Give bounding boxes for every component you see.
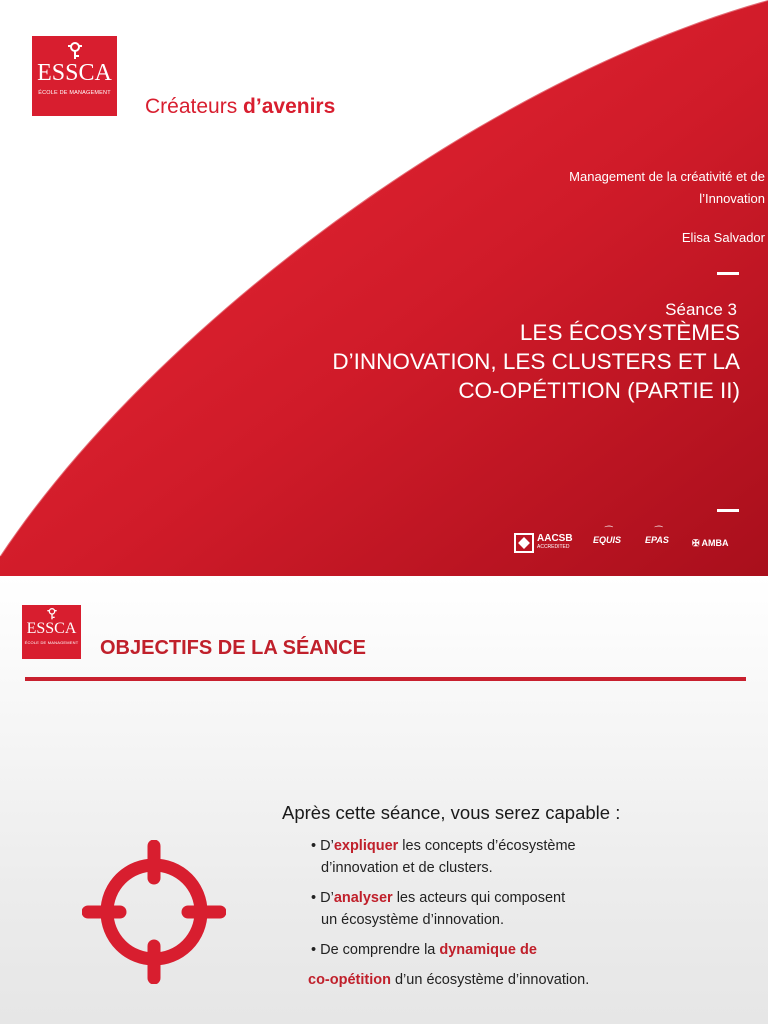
divider-dash <box>717 509 739 512</box>
crosshair-target-icon <box>82 840 226 984</box>
amba-accreditation <box>692 527 729 559</box>
equis-accreditation <box>593 527 621 559</box>
equis-label: EQUIS <box>593 535 622 545</box>
bullet-text-line2: un écosystème d’innovation. <box>321 912 504 928</box>
key-crest-icon <box>65 42 85 60</box>
bullet-keyword: expliquer <box>333 838 399 854</box>
objective-item <box>308 939 731 991</box>
course-line-2: l’Innovation <box>699 191 765 206</box>
divider-dash <box>717 272 739 275</box>
title-line-1: LES ÉCOSYSTÈMES <box>519 320 740 345</box>
tagline <box>145 95 335 119</box>
essca-logo <box>32 36 117 116</box>
bullet-text-line2: d’un écosystème d’innovation. <box>390 972 590 988</box>
objectives-heading: OBJECTIFS DE LA SÉANCE <box>100 637 366 659</box>
course-line-1: Management de la créativité et de <box>569 169 765 184</box>
swoosh-icon: ⁀ <box>603 526 611 536</box>
bullet-text-line2: d’innovation et de clusters. <box>321 860 493 876</box>
bullet-prefix: • D’ <box>311 838 334 854</box>
objective-item <box>311 835 731 879</box>
aacsb-label: AACSB <box>537 533 573 544</box>
bullet-keyword: analyser <box>333 890 393 906</box>
logo-wordmark: ESSCA <box>37 60 112 86</box>
aacsb-diamond-icon <box>514 533 534 553</box>
title-line-3: CO-OPÉTITION (PARTIE II) <box>458 378 740 403</box>
amba-crest-icon: ✠ <box>692 537 700 548</box>
epas-label: EPAS <box>645 535 669 545</box>
objectives-intro: Après cette séance, vous serez capable : <box>282 802 621 823</box>
tagline-bold: d’avenirs <box>243 95 336 118</box>
session-number: Séance 3 <box>665 300 737 319</box>
essca-logo <box>22 605 81 659</box>
amba-label: AMBA <box>701 538 729 548</box>
bullet-prefix: • De comprendre la <box>311 942 440 958</box>
objective-item <box>311 887 731 931</box>
course-title <box>465 166 765 210</box>
logo-wordmark: ESSCA <box>26 620 77 637</box>
epas-accreditation <box>645 527 669 559</box>
aacsb-sublabel: ACCREDITED <box>537 544 570 550</box>
logo-subtitle: ÉCOLE DE MANAGEMENT <box>38 90 111 96</box>
title-line-2: D’INNOVATION, LES CLUSTERS ET LA <box>332 349 740 374</box>
key-crest-icon <box>45 608 59 620</box>
bullet-keyword: dynamique de <box>439 942 537 958</box>
bullet-text: les concepts d’écosystème <box>398 838 576 854</box>
tagline-normal: Créateurs <box>145 95 238 118</box>
bullet-prefix: • D’ <box>311 890 334 906</box>
heading-rule <box>25 677 746 681</box>
logo-subtitle: ÉCOLE DE MANAGEMENT <box>24 640 79 645</box>
presentation-title <box>240 318 740 405</box>
swoosh-icon: ⁀ <box>653 526 661 536</box>
aacsb-accreditation <box>514 527 573 559</box>
bullet-keyword-line2: co-opétition <box>308 972 391 988</box>
author-name: Elisa Salvador <box>681 230 765 245</box>
bullet-text: les acteurs qui composent <box>392 890 566 906</box>
